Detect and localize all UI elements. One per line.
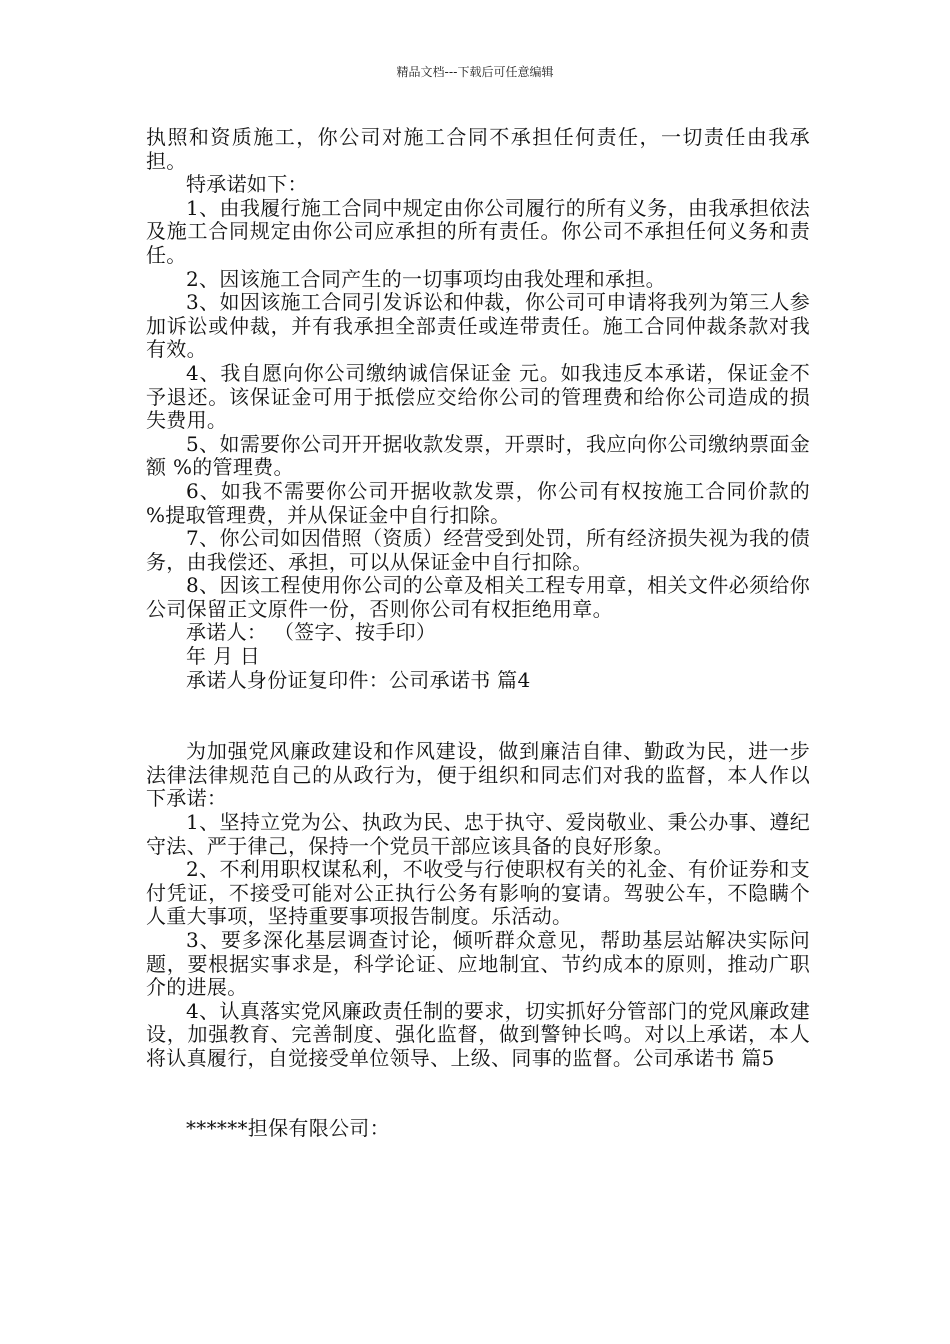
paragraph: 4、认真落实党风廉政责任制的要求，切实抓好分管部门的党风廉政建设，加强教育、完善制度、强化监督，做到警钟长鸣。对以上承诺，本人将认真履行，自觉接受单位领导、上级、同事的监督。公司承诺书 篇5 [146, 998, 810, 1070]
paragraph: 承诺人身份证复印件：公司承诺书 篇4 [186, 667, 531, 692]
paragraph: 8、因该工程使用你公司的公章及相关工程专用章，相关文件必须给你公司保留正文原件一份，否则你公司有权拒绝用章。 [146, 573, 810, 621]
paragraph: 2、不利用职权谋私利，不收受与行使职权有关的礼金、有价证券和支付凭证，不接受可能对公正执行公务有影响的宴请。驾驶公车，不隐瞒个人重大事项，坚持重要事项报告制度。乐活动。 [146, 857, 810, 929]
paragraph: 执照和资质施工，你公司对施工合同不承担任何责任，一切责任由我承担。 [146, 125, 810, 173]
paragraph: 特承诺如下： [186, 172, 308, 197]
section-gap [146, 692, 810, 740]
paragraph: 3、如因该施工合同引发诉讼和仲裁，你公司可申请将我列为第三人参加诉讼或仲裁，并有我承担全部责任或连带责任。施工合同仲裁条款对我有效。 [146, 290, 810, 362]
section-gap [146, 1071, 810, 1117]
page-header: 精品文档---下载后可任意编辑 [396, 65, 554, 79]
paragraph: 1、坚持立党为公、执政为民、忠于执守、爱岗敬业、秉公办事、遵纪守法、严于律己，保持一个党员干部应该具备的良好形象。 [146, 810, 810, 858]
paragraph: 2、因该施工合同产生的一切事项均由我处理和承担。 [186, 266, 666, 291]
date-line: 年 月 日 [186, 644, 261, 669]
paragraph: 5、如需要你公司开开据收款发票，开票时，我应向你公司缴纳票面金额 %的管理费。 [146, 431, 810, 480]
section-top [146, 126, 810, 692]
paragraph: 为加强党风廉政建设和作风建设，做到廉洁自律、勤政为民，进一步法律法律规范自己的从政行为，便于组织和同志们对我的监督，本人作以下承诺： [146, 739, 810, 811]
paragraph: 6、如我不需要你公司开据收款发票，你公司有权按施工合同价款的 %提取管理费，并从保证金中自行扣除。 [146, 478, 810, 527]
addressee-line: ******担保有限公司： [186, 1115, 390, 1140]
document-body [146, 126, 810, 1140]
section-bottom [146, 1117, 810, 1141]
paragraph: 4、我自愿向你公司缴纳诚信保证金 元。如我违反本承诺，保证金不予退还。该保证金可用于抵偿应交给你公司的管理费和给你公司造成的损失费用。 [146, 360, 810, 433]
section-middle [146, 740, 810, 1070]
paragraph: 3、要多深化基层调查讨论，倾听群众意见，帮助基层站解决实际问题，要根据实事求是，科学论证、应地制宜、节约成本的原则，推动广职介的进展。 [146, 928, 810, 1000]
signature-line: 承诺人： （签字、按手印） [186, 620, 437, 645]
paragraph: 7、你公司如因借照（资质）经营受到处罚，所有经济损失视为我的债务，由我偿还、承担，可以从保证金中自行扣除。 [146, 526, 810, 574]
paragraph: 1、由我履行施工合同中规定由你公司履行的所有义务，由我承担依法及施工合同规定由你公司应承担的所有责任。你公司不承担任何义务和责任。 [146, 195, 810, 267]
